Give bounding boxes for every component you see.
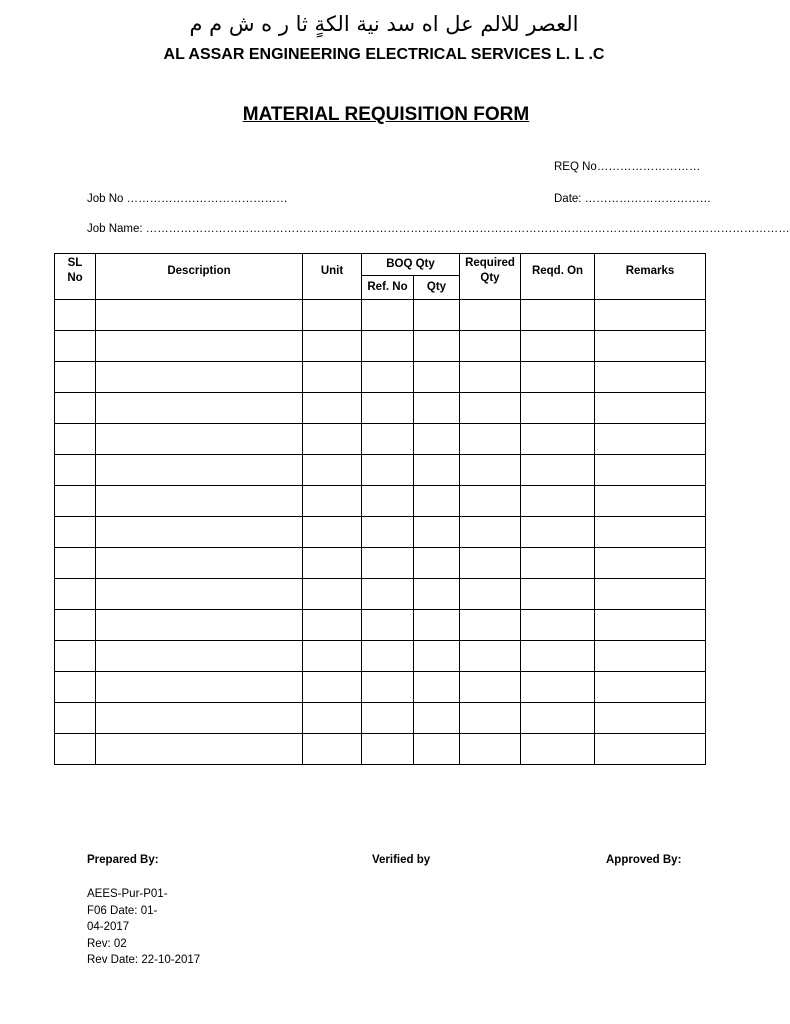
table-cell [362, 672, 414, 703]
table-cell [96, 610, 303, 641]
table-cell [55, 548, 96, 579]
table-cell [55, 579, 96, 610]
table-cell [595, 362, 706, 393]
table-cell [521, 517, 595, 548]
table-cell [303, 703, 362, 734]
table-cell [303, 331, 362, 362]
table-cell [303, 300, 362, 331]
table-cell [362, 300, 414, 331]
table-cell [303, 579, 362, 610]
company-name-arabic: العصر للالم عل اه سد نية الكةٍ ثا ر ه ش م م [189, 12, 579, 36]
table-cell [96, 703, 303, 734]
table-cell [595, 641, 706, 672]
table-cell [414, 486, 460, 517]
req-no-field: REQ No……………………… [554, 161, 701, 173]
table-cell [521, 703, 595, 734]
table-cell [414, 641, 460, 672]
table-cell [303, 672, 362, 703]
table-row [55, 331, 706, 362]
header-qty: Qty [414, 276, 460, 300]
table-cell [362, 331, 414, 362]
header-unit: Unit [303, 254, 362, 300]
table-cell [595, 703, 706, 734]
table-row [55, 517, 706, 548]
table-cell [521, 331, 595, 362]
table-cell [362, 641, 414, 672]
header-description: Description [96, 254, 303, 300]
table-row [55, 300, 706, 331]
table-cell [96, 641, 303, 672]
table-cell [414, 300, 460, 331]
table-cell [460, 486, 521, 517]
header-reqd-on: Reqd. On [521, 254, 595, 300]
table-cell [460, 610, 521, 641]
prepared-by-label: Prepared By: [87, 854, 159, 866]
table-cell [362, 703, 414, 734]
table-cell [55, 393, 96, 424]
table-cell [595, 393, 706, 424]
table-cell [362, 517, 414, 548]
table-cell [362, 393, 414, 424]
header-remarks: Remarks [595, 254, 706, 300]
table-cell [521, 424, 595, 455]
table-cell [55, 734, 96, 765]
date-field: Date: …………………………… [554, 193, 712, 205]
verified-by-label: Verified by [372, 854, 431, 866]
table-cell [303, 548, 362, 579]
table-cell [414, 331, 460, 362]
table-cell [521, 579, 595, 610]
table-cell [303, 641, 362, 672]
table-row [55, 548, 706, 579]
table-cell [414, 672, 460, 703]
table-cell [55, 300, 96, 331]
table-cell [460, 424, 521, 455]
doc-ref-line: 04-2017 [87, 921, 130, 933]
table-cell [303, 734, 362, 765]
doc-ref-line: F06 Date: 01- [87, 904, 158, 917]
table-cell [595, 672, 706, 703]
table-cell [460, 703, 521, 734]
table-cell [362, 424, 414, 455]
table-cell [362, 455, 414, 486]
table-cell [521, 672, 595, 703]
table-cell [96, 548, 303, 579]
table-cell [521, 300, 595, 331]
job-no-field: Job No …………………………………… [87, 193, 288, 205]
table-cell [460, 393, 521, 424]
doc-ref-line: Rev Date: 22-10-2017 [87, 954, 201, 966]
table-cell [414, 517, 460, 548]
table-cell [96, 300, 303, 331]
table-cell [96, 517, 303, 548]
table-cell [55, 610, 96, 641]
table-cell [414, 579, 460, 610]
table-cell [55, 486, 96, 517]
table-row [55, 424, 706, 455]
table-cell [362, 734, 414, 765]
table-row [55, 486, 706, 517]
table-cell [595, 517, 706, 548]
table-row [55, 672, 706, 703]
table-cell [414, 393, 460, 424]
table-cell [460, 300, 521, 331]
table-cell [521, 548, 595, 579]
table-cell [96, 424, 303, 455]
table-cell [96, 734, 303, 765]
table-cell [414, 455, 460, 486]
table-cell [521, 610, 595, 641]
table-cell [414, 548, 460, 579]
doc-ref-line: AEES-Pur-P01- [87, 888, 168, 900]
table-cell [362, 548, 414, 579]
table-cell [460, 579, 521, 610]
table-cell [521, 641, 595, 672]
job-name-field: Job Name: …………………………………………………………………………………………………………………………………………………… [87, 223, 790, 235]
table-row [55, 610, 706, 641]
table-cell [595, 486, 706, 517]
table-cell [521, 393, 595, 424]
table-cell [460, 362, 521, 393]
table-cell [96, 579, 303, 610]
table-cell [96, 393, 303, 424]
table-cell [362, 579, 414, 610]
table-cell [362, 486, 414, 517]
header-ref-no: Ref. No [362, 276, 414, 300]
header-required-qty: Required Qty [460, 254, 521, 300]
table-cell [595, 331, 706, 362]
table-cell [362, 610, 414, 641]
header-sl-no: SL No [55, 254, 96, 300]
table-cell [55, 703, 96, 734]
table-cell [460, 641, 521, 672]
table-cell [460, 331, 521, 362]
header-boq-qty: BOQ Qty [362, 254, 460, 276]
table-cell [303, 486, 362, 517]
table-cell [595, 455, 706, 486]
table-cell [521, 486, 595, 517]
table-cell [521, 734, 595, 765]
table-row [55, 579, 706, 610]
table-row [55, 734, 706, 765]
form-title: MATERIAL REQUISITION FORM [242, 104, 530, 125]
table-cell [595, 610, 706, 641]
table-cell [55, 641, 96, 672]
table-cell [55, 424, 96, 455]
table-cell [460, 517, 521, 548]
table-row [55, 703, 706, 734]
table-cell [414, 703, 460, 734]
table-cell [460, 734, 521, 765]
table-cell [303, 517, 362, 548]
requisition-table [54, 253, 706, 765]
document-reference [87, 886, 201, 969]
table-cell [96, 362, 303, 393]
table-cell [595, 734, 706, 765]
table-cell [96, 486, 303, 517]
table-cell [362, 362, 414, 393]
table-cell [460, 548, 521, 579]
table-row [55, 455, 706, 486]
table-cell [303, 393, 362, 424]
table-cell [521, 455, 595, 486]
table-cell [595, 424, 706, 455]
table-cell [414, 734, 460, 765]
company-name: AL ASSAR ENGINEERING ELECTRICAL SERVICES L. L .C [163, 46, 605, 63]
table-cell [460, 455, 521, 486]
table-cell [96, 331, 303, 362]
table-cell [55, 517, 96, 548]
table-cell [414, 362, 460, 393]
table-cell [96, 455, 303, 486]
table-cell [55, 672, 96, 703]
table-cell [55, 362, 96, 393]
table-row [55, 362, 706, 393]
table-cell [595, 548, 706, 579]
table-cell [595, 300, 706, 331]
table-cell [414, 424, 460, 455]
table-row [55, 641, 706, 672]
table-cell [303, 455, 362, 486]
table-cell [303, 362, 362, 393]
table-cell [460, 672, 521, 703]
table-cell [303, 424, 362, 455]
table-row [55, 393, 706, 424]
table-cell [414, 610, 460, 641]
table-cell [55, 331, 96, 362]
table-cell [303, 610, 362, 641]
table-cell [55, 455, 96, 486]
table-cell [595, 579, 706, 610]
table-cell [96, 672, 303, 703]
approved-by-label: Approved By: [606, 854, 682, 866]
doc-ref-line: Rev: 02 [87, 937, 127, 950]
table-cell [521, 362, 595, 393]
